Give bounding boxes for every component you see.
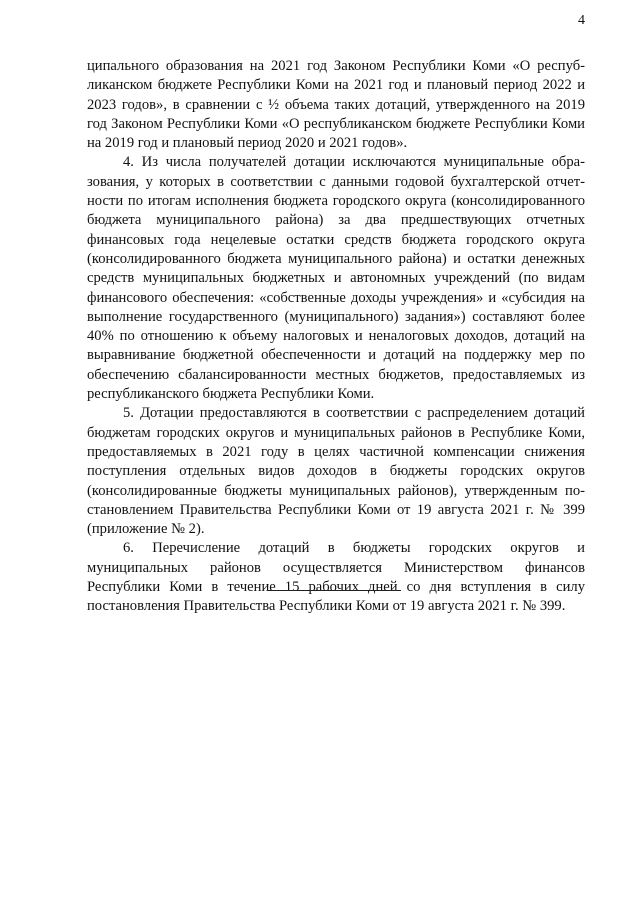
paragraph-item-4: 4. Из числа получателей дотации исключаются муниципальные образования, у которых в соответствии с данными годовой бухгалтерской отчетности по итогам исполнения бюджета городского округа (консолидированного бюджета муниципального района) за два предшествующих отчетных финансовых года нецелевые остатки средств бюджета городского округа (консолидированного бюджета муниципального района) и остатки денежных средств муниципальных бюджетных и автономных учреждений (по видам финансового обеспечения: «собственные доходы учреждения» и «субсидия на выполнение государственного (муниципального) задания») составляют более 40% по отношению к объему налоговых и неналоговых доходов, дотаций на выравнивание бюджетной обеспеченности и дотаций на поддержку мер по обеспечению сбалансированности местных бюджетов, предоставляемых из республиканского бюджета Республики Коми. bbox=[87, 154, 585, 403]
paragraph-item-6: 6. Перечисление дотаций в бюджеты городских округов и муниципальных районов осуществляется Министерством финансов Республики Коми в течение 15 рабочих дней со дня вступления в силу постановления Правительства Республики Коми от 19 августа 2021 г. № 399. bbox=[87, 540, 585, 615]
document-body bbox=[87, 57, 585, 617]
paragraph-item-5: 5. Дотации предоставляются в соответствии с распределением дотаций бюджетам городских округов и муниципальных районов в Республике Коми, предоставляемых в 2021 году в целях частичной компенсации снижения поступления отдельных видов доходов в бюджеты городских округов (консолидированные бюджеты муниципальных районов), утвержденным постановлением Правительства Республики Коми от 19 августа 2021 г. № 399 (приложение № 2). bbox=[87, 405, 585, 538]
end-separator-line bbox=[267, 590, 401, 591]
page-number: 4 bbox=[578, 13, 585, 28]
paragraph-continuation: ципального образования на 2021 год Законом Республики Коми «О республиканском бюджете Республики Коми на 2021 год и плановый период 2022 и 2023 годов», в сравнении с ½ объема таких дотаций, утвержденного на 2019 год Законом Республики Коми «О республиканском бюджете Республики Коми на 2019 год и плановый период 2020 и 2021 годов». bbox=[87, 58, 585, 152]
